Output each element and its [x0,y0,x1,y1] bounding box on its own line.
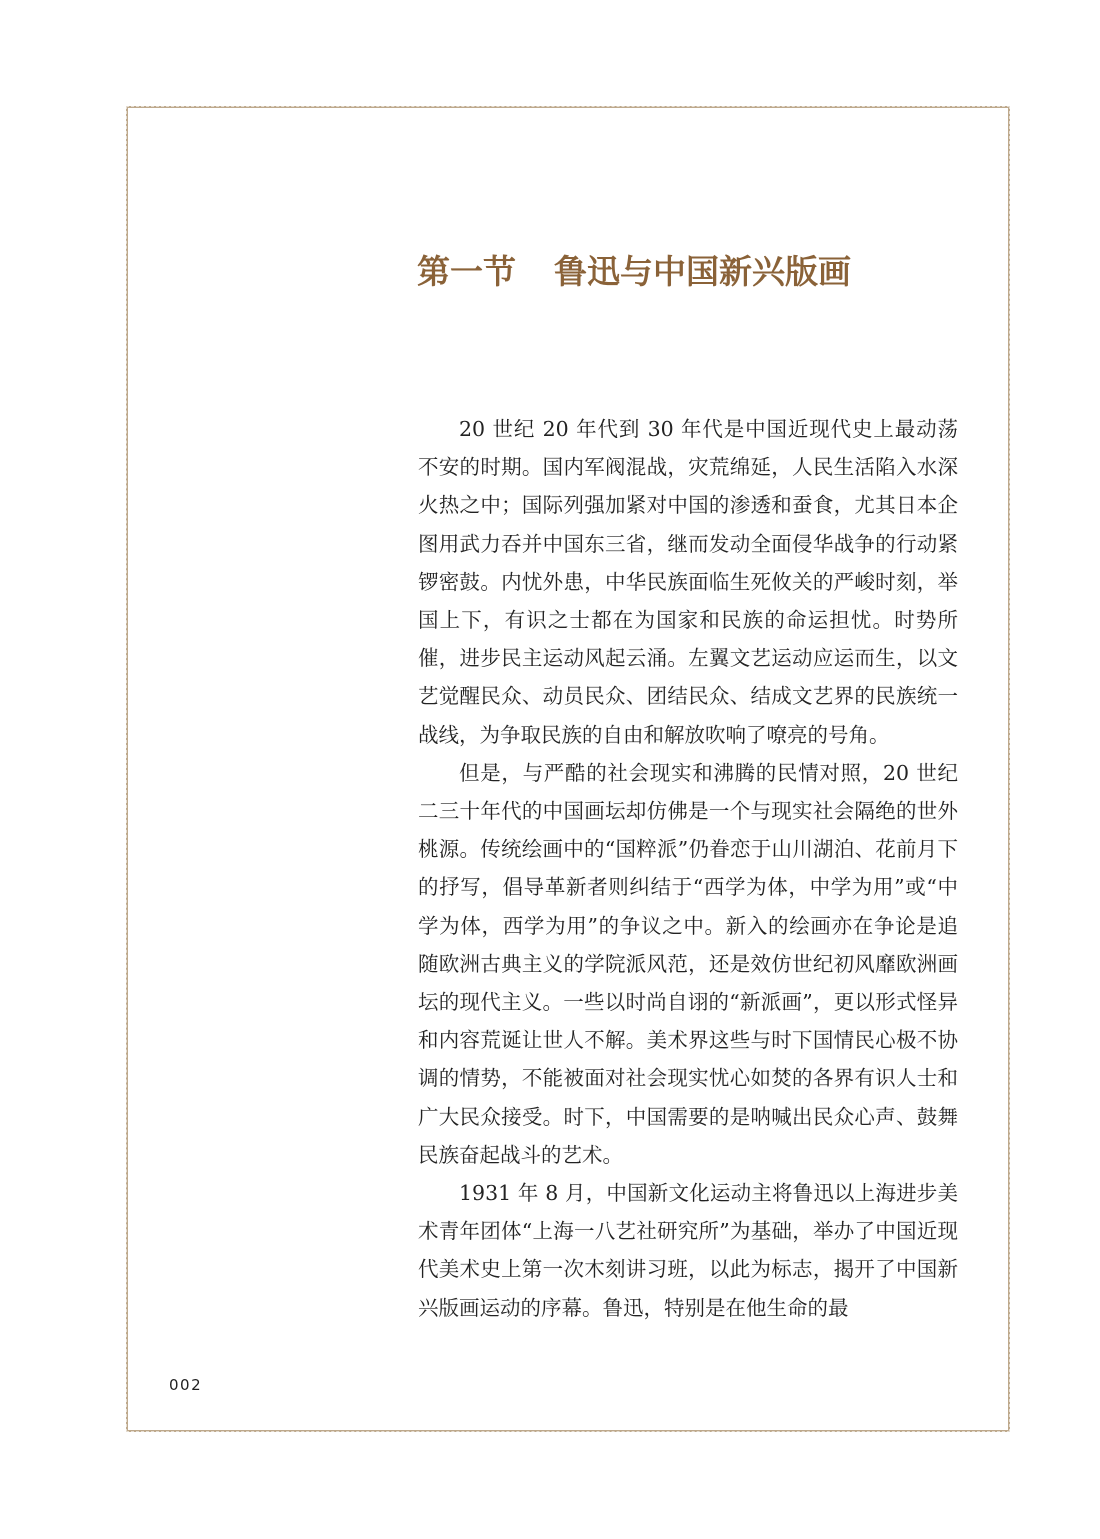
paragraph-3: 1931 年 8 月，中国新文化运动主将鲁迅以上海进步美术青年团体“上海一八艺社研究所”为基础，举办了中国近现代美术史上第一次木刻讲习班，以此为标志，揭开了中国新兴版画运动的序幕。鲁迅，特别是在他生命的最 [418,1181,958,1320]
section-title-text: 鲁迅与中国新兴版画 [554,252,851,292]
page-number: 002 [169,1376,203,1394]
section-title [417,246,851,293]
body-text [418,410,958,1327]
paragraph-1: 20 世纪 20 年代到 30 年代是中国近现代史上最动荡不安的时期。国内军阀混战，灾荒绵延，人民生活陷入水深火热之中；国际列强加紧对中国的渗透和蚕食，尤其日本企图用武力吞并中国东三省，继而发动全面侵华战争的行动紧锣密鼓。内忧外患，中华民族面临生死攸关的严峻时刻，举国上下，有识之士都在为国家和民族的命运担忧。时势所催，进步民主运动风起云涌。左翼文艺运动应运而生，以文艺觉醒民众、动员民众、团结民众、结成文艺界的民族统一战线，为争取民族的自由和解放吹响了嘹亮的号角。 [418,417,958,747]
paragraph-2: 但是，与严酷的社会现实和沸腾的民情对照，20 世纪二三十年代的中国画坛却仿佛是一个与现实社会隔绝的世外桃源。传统绘画中的“国粹派”仍眷恋于山川湖泊、花前月下的抒写，倡导革新者则纠结于“西学为体，中学为用”或“中学为体，西学为用”的争议之中。新入的绘画亦在争论是追随欧洲古典主义的学院派风范，还是效仿世纪初风靡欧洲画坛的现代主义。一些以时尚自诩的“新派画”，更以形式怪异和内容荒诞让世人不解。美术界这些与时下国情民心极不协调的情势，不能被面对社会现实忧心如焚的各界有识人士和广大民众接受。时下，中国需要的是呐喊出民众心声、鼓舞民族奋起战斗的艺术。 [418,760,958,1167]
section-number: 第一节 [417,252,516,292]
